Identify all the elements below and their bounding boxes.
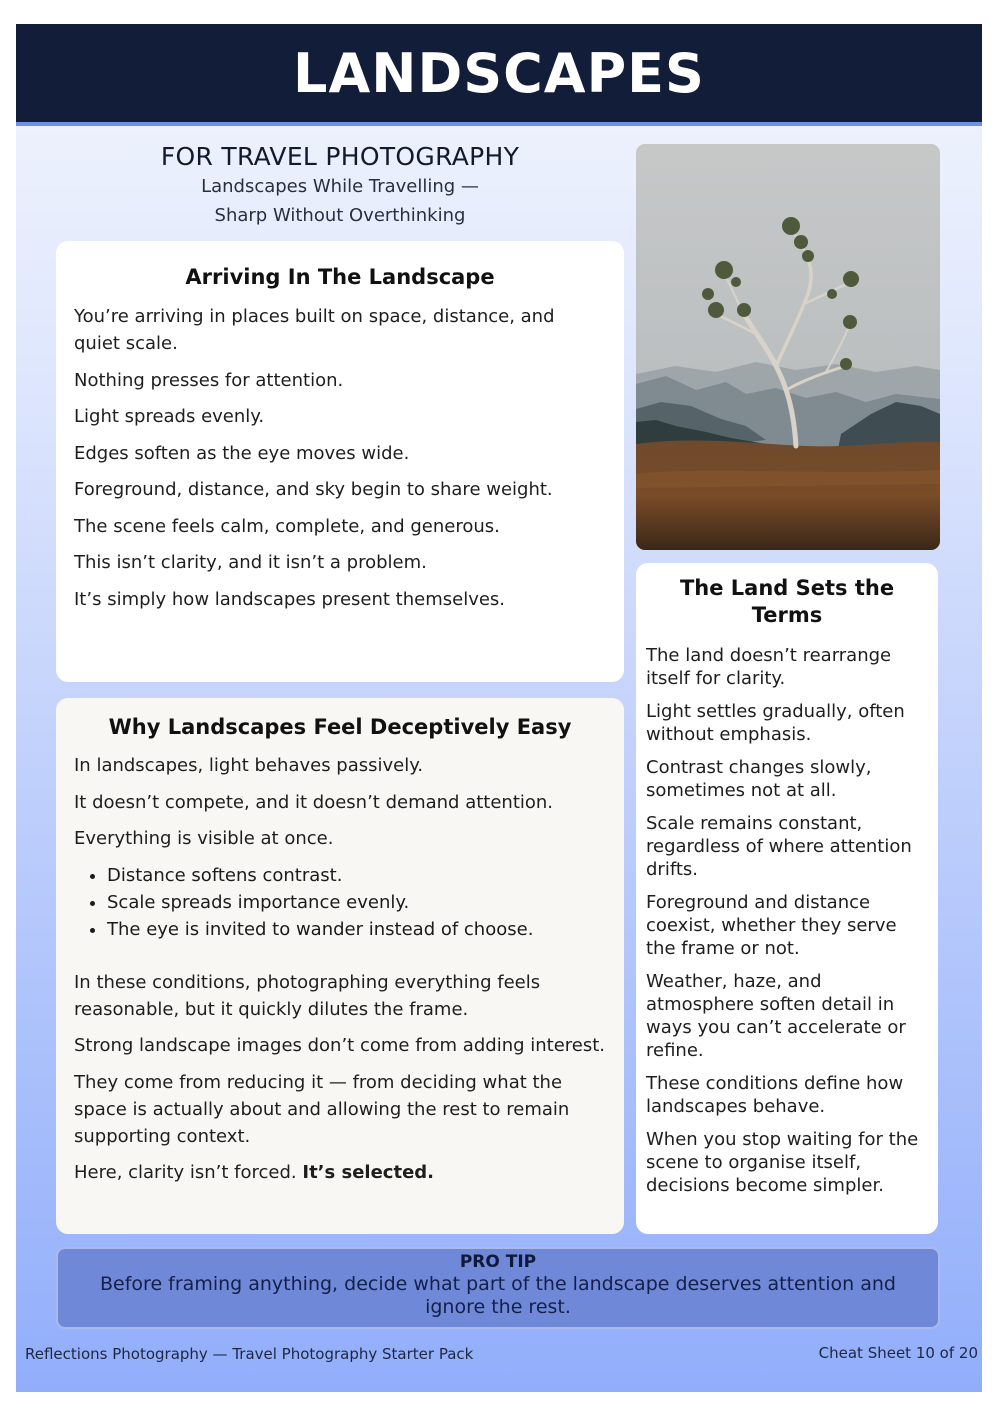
bullet-item: • Distance softens contrast. bbox=[107, 862, 606, 889]
landscape-photo bbox=[636, 144, 940, 550]
arriving-paragraph: Light spreads evenly. bbox=[74, 406, 265, 427]
subheader-line-1: Landscapes While Travelling — bbox=[201, 176, 479, 197]
deceptive-paragraph: In landscapes, light behaves passively. bbox=[74, 755, 424, 776]
deceptive-paragraph: It doesn’t compete, and it doesn’t demand attention. bbox=[74, 791, 554, 813]
arriving-paragraph: It’s simply how landscapes present themselves. bbox=[74, 588, 506, 610]
arriving-paragraph: You’re arriving in places built on space, distance, and quiet scale. bbox=[74, 306, 555, 354]
subheader-title: FOR TRAVEL PHOTOGRAPHY bbox=[160, 142, 520, 171]
arriving-paragraph: Nothing presses for attention. bbox=[74, 369, 344, 391]
footer-brand: Reflections Photography — Travel Photography Starter Pack bbox=[25, 1345, 474, 1363]
arriving-card bbox=[56, 241, 624, 682]
deceptive-card bbox=[56, 698, 624, 1234]
pro-tip-text: Before framing anything, decide what part of the landscape deserves attention and ignore the rest. bbox=[100, 1273, 896, 1318]
arriving-title: Arriving In The Landscape bbox=[185, 265, 495, 289]
terms-paragraph: Foreground and distance coexist, whether they serve the frame or not. bbox=[646, 892, 897, 959]
deceptive-paragraph: In these conditions, photographing everything feels reasonable, but it quickly dilutes the frame. bbox=[74, 971, 541, 1020]
arriving-paragraph: Edges soften as the eye moves wide. bbox=[74, 442, 410, 464]
header-banner bbox=[16, 24, 982, 126]
terms-paragraph: Scale remains constant, regardless of where attention drifts. bbox=[646, 813, 912, 880]
arriving-paragraph: This isn’t clarity, and it isn’t a problem. bbox=[74, 552, 427, 573]
pro-tip-title: PRO TIP bbox=[459, 1252, 537, 1272]
closing-emphasis: It’s selected. bbox=[302, 1162, 434, 1183]
deceptive-title: Why Landscapes Feel Deceptively Easy bbox=[108, 715, 572, 739]
footer-page-count: Cheat Sheet 10 of 20 bbox=[818, 1344, 978, 1362]
bullet-item: • The eye is invited to wander instead of choose. bbox=[107, 916, 606, 943]
deceptive-paragraph: Strong landscape images don’t come from adding interest. bbox=[74, 1035, 606, 1056]
deceptive-paragraph: Everything is visible at once. bbox=[74, 828, 334, 849]
terms-card bbox=[636, 563, 938, 1234]
subheader bbox=[56, 142, 624, 229]
bullet-item: • Scale spreads importance evenly. bbox=[107, 889, 606, 916]
terms-paragraph: These conditions define how landscapes behave. bbox=[646, 1073, 904, 1117]
arriving-paragraph: The scene feels calm, complete, and generous. bbox=[74, 515, 500, 537]
arriving-paragraph: Foreground, distance, and sky begin to share weight. bbox=[74, 479, 553, 500]
pro-tip-box bbox=[56, 1247, 940, 1329]
deceptive-bullet-list bbox=[74, 862, 606, 943]
page-title: LANDSCAPES bbox=[293, 41, 705, 105]
page-background bbox=[16, 24, 982, 1392]
terms-paragraph: When you stop waiting for the scene to organise itself, decisions become simpler. bbox=[646, 1129, 919, 1196]
terms-paragraph: Contrast changes slowly, sometimes not at all. bbox=[646, 757, 872, 801]
terms-paragraph: The land doesn’t rearrange itself for clarity. bbox=[646, 645, 892, 689]
closing-text: Here, clarity isn’t forced. bbox=[74, 1162, 303, 1183]
terms-title: The Land Sets the Terms bbox=[679, 576, 895, 627]
subheader-line-2: Sharp Without Overthinking bbox=[214, 205, 466, 226]
terms-paragraph: Light settles gradually, often without emphasis. bbox=[646, 701, 905, 745]
terms-paragraph: Weather, haze, and atmosphere soften detail in ways you can’t accelerate or refine. bbox=[646, 971, 906, 1061]
deceptive-closing bbox=[74, 1159, 606, 1186]
deceptive-paragraph: They come from reducing it — from deciding what the space is actually about and allowing the rest to remain supporting context. bbox=[74, 1071, 570, 1147]
